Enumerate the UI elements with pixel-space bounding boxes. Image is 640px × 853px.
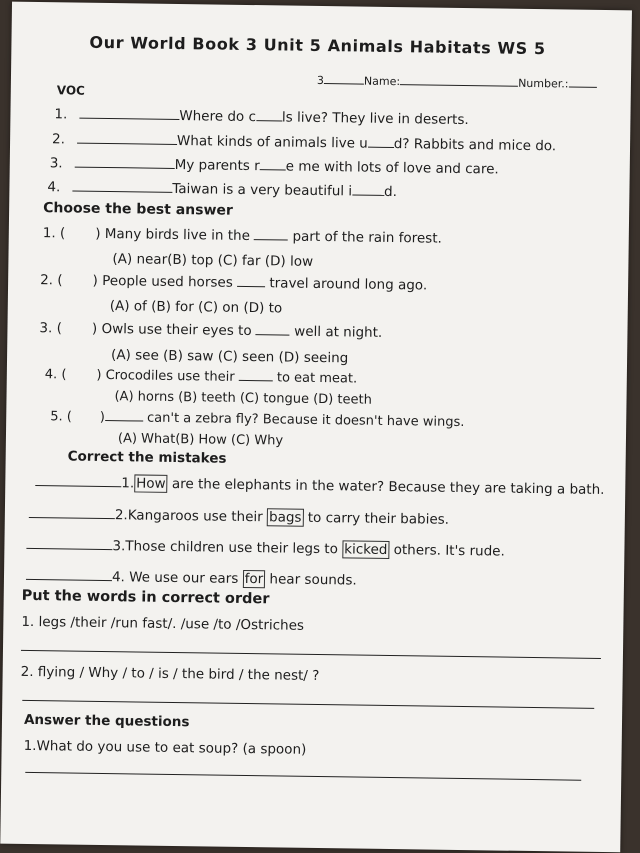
- voc-num: 2.: [52, 131, 66, 148]
- voc-word-blank[interactable]: [352, 183, 384, 195]
- correct-item-3: [26, 537, 505, 560]
- voc-answer-blank[interactable]: [75, 156, 175, 169]
- correct-text: others. It's rude.: [393, 542, 505, 560]
- choose-item-1: [43, 225, 442, 247]
- voc-item-2: [52, 131, 556, 154]
- order-item-1: 1. legs /their /run fast/. /use /to /Ostriches: [21, 613, 305, 634]
- choose-blank[interactable]: [105, 409, 143, 422]
- voc-num: 4.: [47, 179, 61, 196]
- choose-question: ) Owls use their eyes to: [91, 320, 252, 340]
- boxed-mistake: kicked: [342, 540, 389, 559]
- choose-item-5: [50, 408, 464, 431]
- voc-text: e me with lots of love and care.: [285, 158, 499, 178]
- voc-word-blank[interactable]: [260, 158, 286, 170]
- choose-options-4: (A) horns (B) teeth (C) tongue (D) teeth: [114, 389, 372, 408]
- choose-question: well at night.: [294, 323, 383, 341]
- answer-paren[interactable]: (: [56, 320, 63, 337]
- boxed-mistake: How: [134, 474, 168, 492]
- boxed-mistake: for: [243, 570, 266, 588]
- voc-text: My parents r: [174, 156, 260, 175]
- correct-text: to carry their babies.: [307, 509, 450, 528]
- voc-text: d.: [384, 183, 398, 201]
- answer-paren[interactable]: (: [66, 409, 72, 425]
- correct-item-2: [29, 506, 449, 528]
- voc-text: d? Rabbits and mice do.: [393, 136, 557, 155]
- choose-blank[interactable]: [239, 369, 273, 381]
- choose-question: ) People used horses: [92, 272, 233, 291]
- voc-answer-blank[interactable]: [72, 180, 172, 193]
- order-answer-line-2[interactable]: [22, 700, 594, 709]
- voc-text: Where do c: [179, 108, 257, 126]
- voc-num: 1.: [54, 106, 68, 123]
- choose-options-3: (A) see (B) saw (C) seen (D) seeing: [110, 347, 349, 367]
- choose-num: 1.: [42, 225, 56, 242]
- voc-answer-blank[interactable]: [77, 132, 177, 145]
- correct-text: are the elephants in the water? Because they are taking a bath.: [171, 475, 605, 498]
- voc-num: 3.: [49, 155, 63, 172]
- correct-text: 4. We use our ears: [111, 569, 239, 587]
- choose-question: ): [99, 409, 106, 426]
- choose-num: 2.: [40, 272, 54, 289]
- correct-text: 2.Kangaroos use their: [114, 507, 263, 526]
- correction-blank[interactable]: [29, 506, 115, 519]
- choose-question: travel around long ago.: [269, 275, 428, 294]
- answer-paren[interactable]: (: [61, 367, 67, 383]
- choose-blank[interactable]: [237, 275, 265, 287]
- choose-blank[interactable]: [256, 323, 290, 335]
- choose-options-2: (A) of (B) for (C) on (D) to: [109, 298, 283, 317]
- worksheet-title: Our World Book 3 Unit 5 Animals Habitats WS 5: [89, 32, 546, 59]
- choose-options-1: (A) near(B) top (C) far (D) low: [112, 251, 314, 270]
- number-label: Number.:: [518, 76, 569, 91]
- choose-question: can't a zebra fly? Because it doesn't have wings.: [146, 410, 465, 431]
- correct-text: hear sounds.: [269, 571, 357, 589]
- choose-options-5: (A) What(B) How (C) Why: [117, 431, 284, 449]
- choose-item-3: [39, 320, 382, 341]
- choose-item-4: [45, 366, 358, 387]
- choose-blank[interactable]: [254, 228, 288, 240]
- correction-blank[interactable]: [26, 568, 112, 581]
- answer-line-1[interactable]: [25, 772, 581, 781]
- correct-text: 1.: [121, 475, 135, 492]
- choose-question: ) Many birds live in the: [95, 225, 251, 245]
- class-blank[interactable]: [324, 72, 364, 85]
- voc-text: ls live? They live in deserts.: [281, 109, 469, 129]
- voc-text: What kinds of animals live u: [176, 132, 368, 152]
- answer-item-1: 1.What do you use to eat soup? (a spoon): [23, 737, 307, 758]
- correct-heading: Correct the mistakes: [67, 448, 227, 467]
- voc-word-blank[interactable]: [256, 109, 282, 121]
- order-heading: Put the words in correct order: [21, 587, 270, 608]
- choose-heading: Choose the best answer: [43, 200, 233, 219]
- name-number-header: [317, 72, 597, 93]
- correction-blank[interactable]: [26, 537, 112, 550]
- order-answer-line-1[interactable]: [21, 650, 601, 659]
- correct-item-1: [35, 474, 604, 498]
- choose-num: 3.: [39, 320, 53, 337]
- name-blank[interactable]: [400, 73, 518, 87]
- class-prefix: 3: [316, 73, 325, 88]
- worksheet-paper: [0, 2, 632, 853]
- voc-answer-blank[interactable]: [79, 107, 179, 120]
- voc-item-3: [50, 155, 499, 177]
- choose-question: to eat meat.: [276, 370, 358, 387]
- number-blank[interactable]: [568, 75, 596, 87]
- correct-item-4: [26, 568, 357, 589]
- choose-num: 4.: [44, 367, 58, 383]
- choose-item-2: [40, 272, 427, 293]
- answer-paren[interactable]: (: [59, 225, 66, 242]
- answer-heading: Answer the questions: [23, 711, 190, 731]
- answer-paren[interactable]: (: [57, 272, 63, 289]
- voc-heading: VOC: [56, 83, 85, 98]
- correct-text: 3.Those children use their legs to: [112, 538, 338, 558]
- name-label: Name:: [363, 74, 401, 89]
- choose-question: part of the rain forest.: [292, 228, 442, 247]
- choose-question: ) Crocodiles use their: [96, 367, 235, 385]
- voc-word-blank[interactable]: [368, 136, 394, 148]
- order-item-2: 2. flying / Why / to / is / the bird / the nest/ ?: [20, 663, 320, 685]
- correction-blank[interactable]: [35, 474, 121, 487]
- voc-text: Taiwan is a very beautiful i: [172, 180, 353, 200]
- boxed-mistake: bags: [267, 508, 304, 527]
- voc-item-1: [54, 106, 468, 128]
- choose-num: 5.: [50, 409, 63, 425]
- voc-item-4: [47, 179, 397, 200]
